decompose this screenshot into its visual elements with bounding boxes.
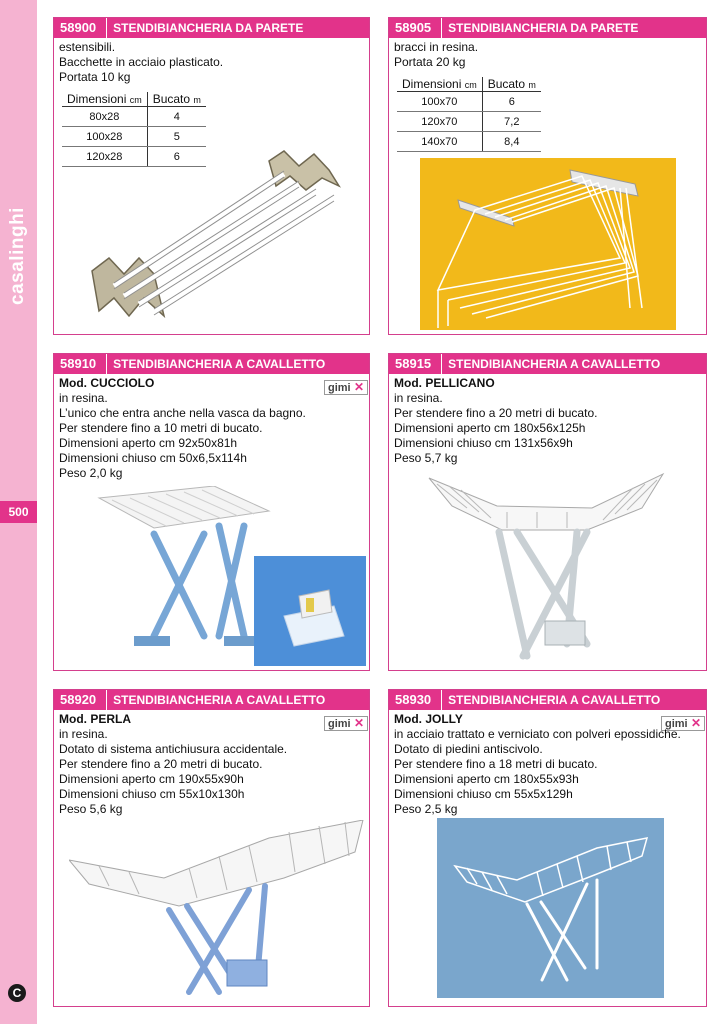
table-row: 140x70 8,4 [397, 132, 541, 152]
table-row: 120x70 7,2 [397, 112, 541, 132]
product-title: STENDIBIANCHERIA DA PARETE [448, 21, 639, 35]
model-name: Mod. PERLA [59, 712, 131, 726]
desc-line: Dimensioni chiuso cm 50x6,5x114h [59, 451, 247, 465]
size-table [397, 77, 541, 152]
card-header [389, 18, 706, 38]
card-header [54, 354, 369, 374]
desc-line: Bacchette in acciaio plasticato. [59, 55, 224, 69]
category-label: casalinghi [7, 207, 28, 305]
desc-line: in resina. [59, 391, 108, 405]
product-card-58905 [388, 17, 707, 335]
table-row: 100x70 6 [397, 92, 541, 112]
col-bucato: Bucato [152, 92, 191, 106]
desc-line: Dimensioni chiuso cm 55x10x130h [59, 787, 245, 801]
desc-line: Peso 5,6 kg [59, 802, 123, 816]
table-header: Dimensioni cm Bucato m [62, 92, 206, 107]
desc-line: Per stendere fino a 10 metri di bucato. [59, 421, 263, 435]
gimi-logo: gimi ✕ [324, 716, 368, 731]
product-title: STENDIBIANCHERIA A CAVALLETTO [448, 357, 661, 371]
desc-line: Peso 2,0 kg [59, 466, 123, 480]
desc-line: Dimensioni aperto cm 180x56x125h [394, 421, 586, 435]
model-name: Mod. JOLLY [394, 712, 463, 726]
model-name: Mod. CUCCIOLO [59, 376, 155, 390]
desc-line: estensibili. [59, 40, 116, 54]
product-code: 58930 [389, 690, 442, 710]
desc-line: in resina. [394, 391, 443, 405]
sidebar [0, 0, 37, 1024]
desc-line: bracci in resina. [394, 40, 479, 54]
desc-line: Dimensioni aperto cm 92x50x81h [59, 436, 238, 450]
product-title: STENDIBIANCHERIA A CAVALLETTO [113, 357, 326, 371]
product-card-58915 [388, 353, 707, 671]
product-title: STENDIBIANCHERIA DA PARETE [113, 21, 304, 35]
desc-line: Peso 5,7 kg [394, 451, 458, 465]
product-code: 58910 [54, 354, 107, 374]
col-bucato: Bucato [487, 77, 526, 91]
perla-dryer-image [69, 820, 365, 1000]
table-row: 120x28 6 [62, 147, 206, 167]
product-code: 58905 [389, 18, 442, 38]
product-card-58900 [53, 17, 370, 335]
desc-line: Portata 20 kg [394, 55, 466, 69]
desc-line: Per stendere fino a 20 metri di bucato. [59, 757, 263, 771]
desc-line: L’unico che entra anche nella vasca da bagno. [59, 406, 306, 420]
gimi-logo: gimi ✕ [661, 716, 705, 731]
desc-line: Dimensioni aperto cm 180x55x93h [394, 772, 579, 786]
product-card-58930 [388, 689, 707, 1007]
col-dimensioni: Dimensioni [67, 92, 127, 106]
cucciolo-dryer-image [94, 486, 366, 666]
desc-line: Peso 2,5 kg [394, 802, 458, 816]
desc-line: Dotato di sistema antichiusura accidentale. [59, 742, 288, 756]
product-description [394, 376, 702, 466]
desc-line: Dotato di piedini antiscivolo. [394, 742, 543, 756]
desc-line: Dimensioni chiuso cm 55x5x129h [394, 787, 573, 801]
wall-dryer-image [84, 146, 364, 326]
product-code: 58915 [389, 354, 442, 374]
col-dimensioni: Dimensioni [402, 77, 462, 91]
product-card-58920 [53, 689, 370, 1007]
product-title: STENDIBIANCHERIA A CAVALLETTO [113, 693, 326, 707]
product-card-58910 [53, 353, 370, 671]
page-number: 500 [0, 501, 37, 523]
product-code: 58920 [54, 690, 107, 710]
product-title: STENDIBIANCHERIA A CAVALLETTO [448, 693, 661, 707]
product-description [59, 376, 365, 481]
card-header [389, 354, 706, 374]
brand-c-icon: C [8, 984, 26, 1002]
card-header [389, 690, 706, 710]
card-header [54, 18, 369, 38]
desc-line: Dimensioni aperto cm 190x55x90h [59, 772, 244, 786]
pellicano-dryer-image [427, 466, 667, 661]
table-header: Dimensioni cm Bucato m [397, 77, 541, 92]
model-name: Mod. PELLICANO [394, 376, 495, 390]
product-description [394, 40, 702, 70]
desc-line: Per stendere fino a 18 metri di bucato. [394, 757, 598, 771]
desc-line: Portata 10 kg [59, 70, 131, 84]
product-description [394, 712, 702, 817]
product-code: 58900 [54, 18, 107, 38]
table-row: 100x28 5 [62, 127, 206, 147]
desc-line: Per stendere fino a 20 metri di bucato. [394, 406, 598, 420]
card-header [54, 690, 369, 710]
jolly-dryer-photo [437, 818, 664, 998]
product-description [59, 712, 365, 817]
wall-dryer-photo [420, 158, 676, 330]
product-description [59, 40, 365, 85]
table-row: 80x28 4 [62, 107, 206, 127]
gimi-logo: gimi ✕ [324, 380, 368, 395]
desc-line: Dimensioni chiuso cm 131x56x9h [394, 436, 573, 450]
desc-line: in resina. [59, 727, 108, 741]
desc-line: in acciaio trattato e verniciato con polveri epossidiche. [394, 727, 681, 741]
